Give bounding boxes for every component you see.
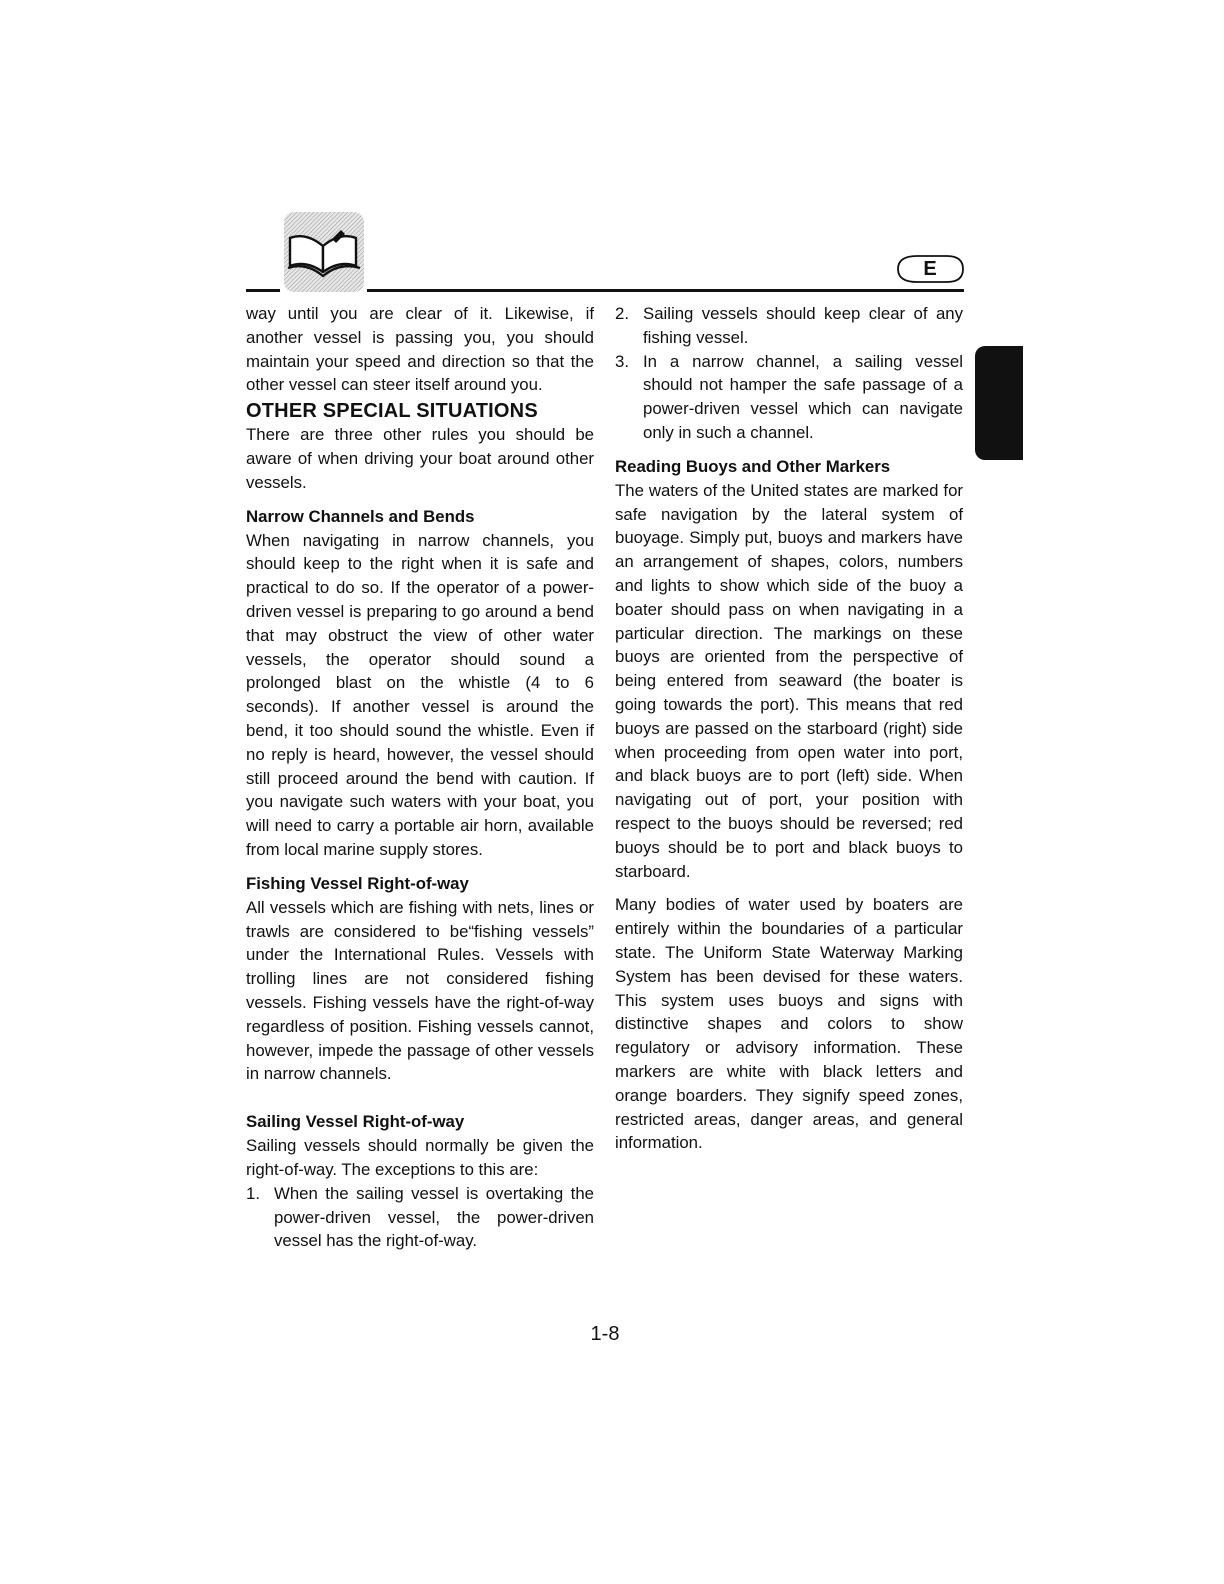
list-item-number: 1. [246, 1183, 260, 1203]
page-number: 1-8 [590, 1323, 620, 1345]
list-item [615, 350, 963, 445]
buoys-paragraph-1: The waters of the United states are marked for safe navigation by the lateral system of buoyage. Simply put, buoys and markers have an arrangement of shapes, colors, numbers and lights to show which side of the buoy a boater should pass on when navigating in a particular direction. The markings on these buoys are oriented from the perspective of being entered from seaward (the boater is going towards the port). This means that red buoys are passed on the starboard (right) side when proceeding from open water into port, and black buoys are to port (left) side. When navigating out of port, your position with respect to the buoys should be reversed; red buoys should be to port and black buoys to starboard. [615, 480, 963, 881]
narrow-channels-heading: Narrow Channels and Bends [246, 506, 475, 526]
intro-paragraph: way until you are clear of it. Likewise, if another vessel is passing you, you should maintain your speed and direction so that the other vessel can steer itself around you. [246, 304, 594, 395]
language-badge: E [923, 258, 937, 280]
header-rule-right [367, 289, 964, 292]
header-rule-left [246, 289, 280, 292]
buoys-heading: Reading Buoys and Other Markers [615, 456, 891, 476]
fishing-vessel-heading: Fishing Vessel Right-of-way [246, 873, 469, 893]
open-book-icon [284, 212, 364, 292]
sailing-vessel-text: Sailing vessels should normally be given the right-of-way. The exceptions to this are: [246, 1136, 594, 1179]
list-item-text: In a narrow channel, a sailing vessel should not hamper the safe passage of a power-driven vessel which can navigate only in such a channel. [643, 351, 963, 442]
fishing-vessel-text: All vessels which are fishing with nets, lines or trawls are considered to be“fishing vessels” under the International Rules. Vessels with trolling lines are not considered fishing vessels. Fishing vessels have the right-of-way regardless of position. Fishing vessels cannot, however, impede the passage of other vessels in narrow channels. [246, 897, 594, 1084]
section-intro: There are three other rules you should be aware of when driving your boat around other vessels. [246, 425, 594, 492]
list-item-number: 2. [615, 304, 629, 323]
list-item-text: Sailing vessels should keep clear of any fishing vessel. [643, 304, 963, 347]
narrow-channels-text: When navigating in narrow channels, you should keep to the right when it is safe and practical to do so. If the operator of a power-driven vessel is preparing to go around a bend that may obstruct the view of other water vessels, the operator should sound a prolonged blast on the whistle (4 to 6 seconds). If another vessel is around the bend, it too should sound the whistle. Even if no reply is heard, however, the vessel should still proceed around the bend with caution. If you navigate such waters with your boat, you will need to carry a portable air horn, available from local marine supply stores. [246, 530, 594, 859]
list-item [246, 1182, 594, 1253]
list-item [615, 302, 963, 350]
buoys-paragraph-2: Many bodies of water used by boaters are entirely within the boundaries of a particular state. The Uniform State Waterway Marking System has been devised for these waters. This system uses buoys and signs with distinctive shapes and colors to show regulatory or advisory information. These markers are white with black letters and orange boarders. They signify speed zones, restricted areas, danger areas, and general information. [615, 895, 963, 1153]
exceptions-list [246, 1182, 594, 1253]
right-column [615, 302, 963, 1155]
left-column [246, 302, 594, 1253]
sailing-vessel-heading: Sailing Vessel Right-of-way [246, 1112, 465, 1132]
list-item-text: When the sailing vessel is overtaking the power-driven vessel, the power-driven vessel has the right-of-way. [274, 1183, 594, 1251]
exceptions-list-continued [615, 302, 963, 445]
section-title: OTHER SPECIAL SITUATIONS [246, 400, 538, 423]
section-side-tab [975, 346, 1023, 460]
list-item-number: 3. [615, 351, 629, 371]
